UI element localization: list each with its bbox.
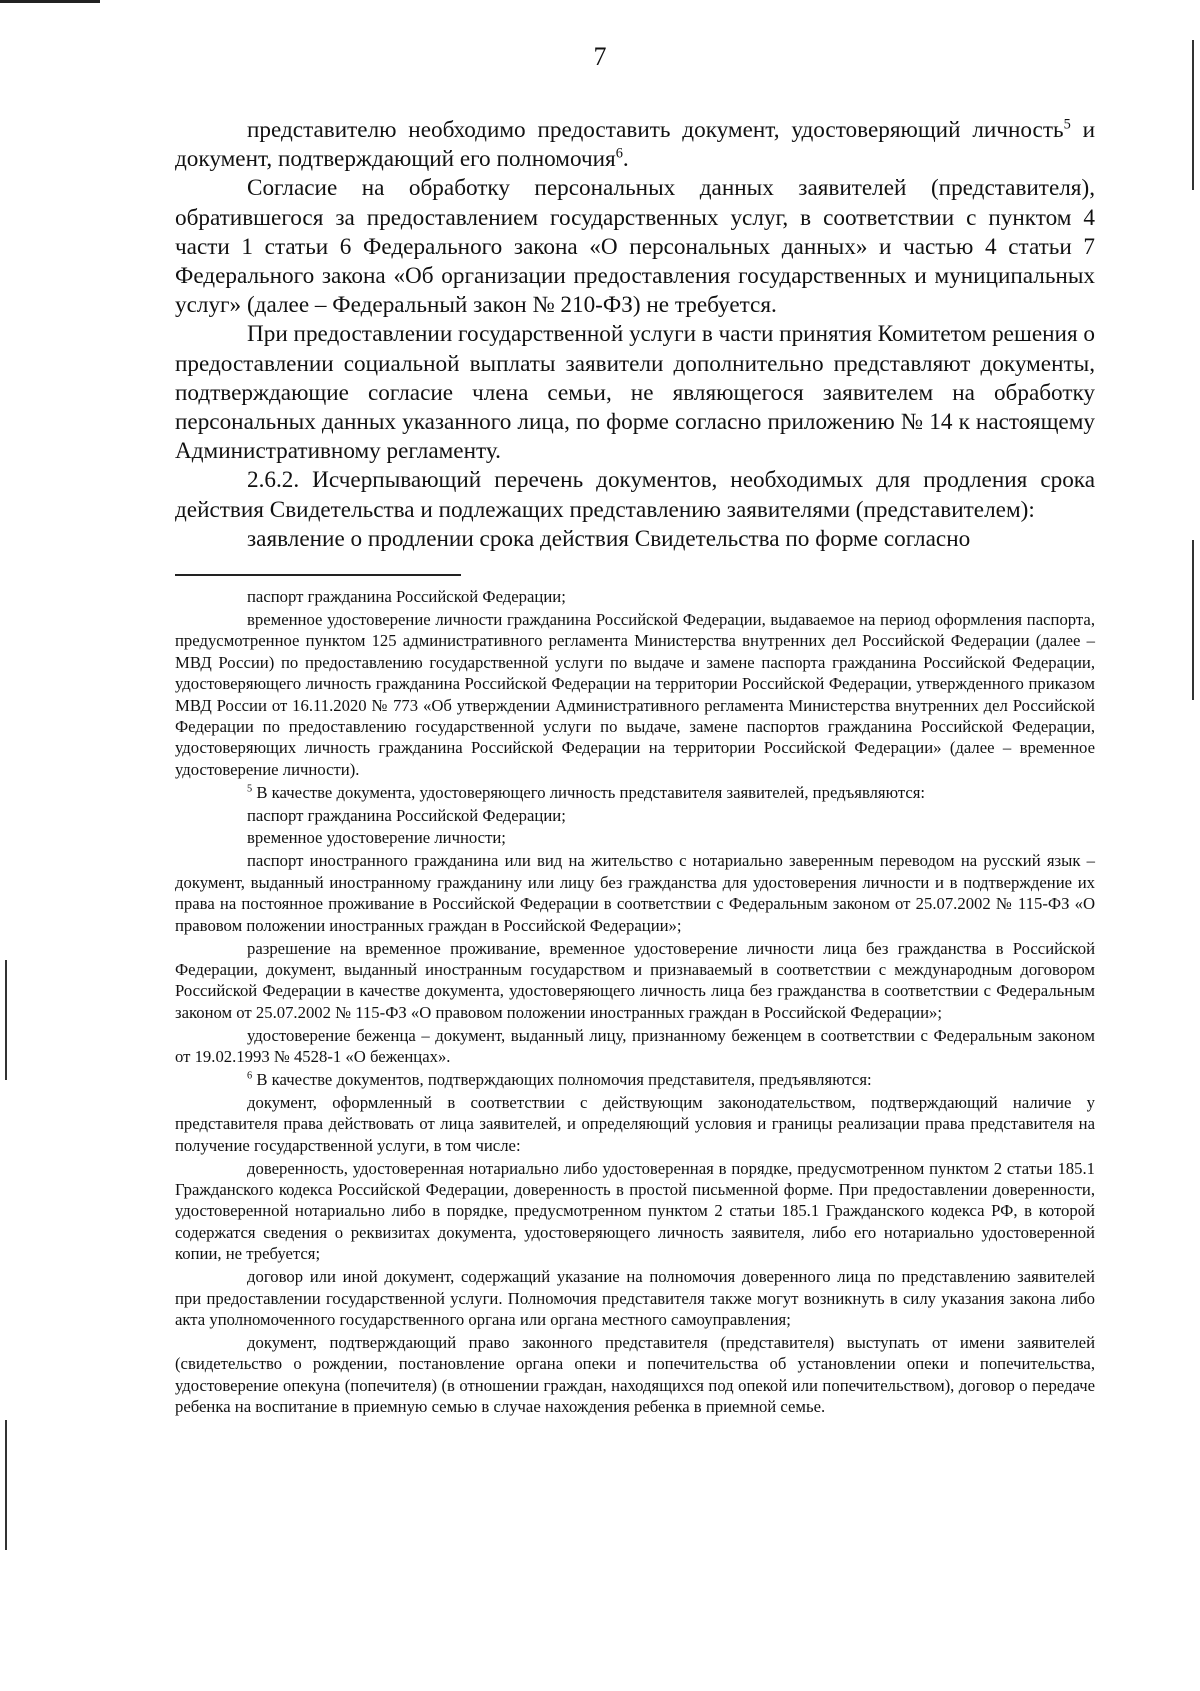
footnote-paragraph: документ, оформленный в соответствии с действующим законодательством, подтверждающий наличие у представителя права действовать от лица заявителей, и определяющий условия и границы реализации права представителя на получение государственной услуги, в том числе: [175, 1092, 1095, 1155]
paragraph: При предоставлении государственной услуги в части принятия Комитетом решения о предоставлении социальной выплаты заявители дополнительно представляют документы, подтверждающие согласие члена семьи, не являющегося заявителем на обработку персональных данных указанного лица, по форме согласно приложению № 14 к настоящему Административному регламенту. [175, 321, 1095, 465]
scan-edge-mark [1192, 540, 1194, 700]
scan-top-rule [0, 0, 100, 3]
footnote-ref: 5 [1063, 116, 1071, 133]
footnote-marker: 5 [247, 783, 253, 795]
paragraph: представителю необходимо предоставить документ, удостоверяющий личность$^5$ и документ, подтверждающий его полномочия$^6$. [175, 116, 1095, 173]
page-number: 7 [593, 42, 607, 71]
footnote-paragraph: доверенность, удостоверенная нотариально либо удостоверенная в порядке, предусмотренном пунктом 2 статьи 185.1 Гражданского кодекса Российской Федерации, доверенность в простой письменной форме. При предоставлении доверенности, удостоверенной нотариально либо в порядке, предусмотренном пунктом 2 статьи 185.1 Гражданского кодекса РФ, в которой содержатся сведения о реквизитах документа, удостоверяющего личность заявителя, либо его нотариально удостоверенной копии, не требуется; [175, 1158, 1095, 1264]
footnote-paragraph: временное удостоверение личности гражданина Российской Федерации, выдаваемое на период оформления паспорта, предусмотренное пунктом 125 административного регламента Министерства внутренних дел Российской Федерации (далее – МВД России) по предоставлению государственной услуги по выдаче и замене паспорта гражданина Российской Федерации, удостоверяющего личность гражданина Российской Федерации на территории Российской Федерации, утвержденного приказом МВД России от 16.11.2020 № 773 «Об утверждении Административного регламента Министерства внутренних дел Российской Федерации по предоставлению государственной услуги по выдаче, замене паспортов гражданина Российской Федерации, удостоверяющих личность гражданина Российской Федерации на территории Российской Федерации» (далее – временное удостоверение личности). [175, 609, 1095, 779]
scan-edge-mark [5, 960, 7, 1080]
paragraph: заявление о продлении срока действия Свидетельства по форме согласно [247, 525, 971, 552]
paragraph: 2.6.2. Исчерпывающий перечень документов, необходимых для продления срока действия Свидетельства и подлежащих представлению заявителями (представителем): [175, 467, 1095, 523]
footnote-paragraph: $^6$ В качестве документов, подтверждающих полномочия представителя, предъявляются: [247, 1069, 872, 1089]
footnote-paragraph: $^5$ В качестве документа, удостоверяющего личность представителя заявителей, предъявляются: [247, 782, 926, 802]
footnote-paragraph: временное удостоверение личности; [247, 828, 506, 848]
footnote-paragraph: документ, подтверждающий право законного представителя (представителя) выступать от имени заявителей (свидетельство о рождении, постановление органа опеки и попечительства об установлении опеки и попечительства, удостоверение опекуна (попечителя) (в отношении граждан, находящихся под опекой или попечительством), договор о передаче ребенка на воспитание в приемную семью в случае нахождения ребенка в приемной семье. [175, 1332, 1095, 1417]
footnote-separator [175, 574, 461, 576]
footnote-paragraph: паспорт гражданина Российской Федерации; [247, 805, 566, 825]
footnotes [175, 586, 1095, 1419]
main-text [175, 116, 1095, 554]
scan-edge-mark [5, 1420, 7, 1550]
footnote-paragraph: разрешение на временное проживание, временное удостоверение личности лица без гражданства в Российской Федерации, документ, выданный иностранным государством и признаваемый в соответствии с международным договором Российской Федерации в качестве документа, удостоверяющего личность лица без гражданства в соответствии с Федеральным законом от 25.07.2002 № 115-ФЗ «О правовом положении иностранных граждан в Российской Федерации»; [175, 938, 1095, 1022]
footnote-ref: 6 [615, 145, 623, 162]
footnote-paragraph: договор или иной документ, содержащий указание на полномочия доверенного лица по представлению заявителей при предоставлении государственной услуги. Полномочия представителя также могут возникнуть в силу указания закона либо акта уполномоченного государственного органа или органа местного самоуправления; [175, 1267, 1095, 1329]
footnote-paragraph: удостоверение беженца – документ, выданный лицу, признанному беженцем в соответствии с Федеральным законом от 19.02.1993 № 4528-1 «О беженцах». [175, 1025, 1095, 1067]
paragraph: Согласие на обработку персональных данных заявителей (представителя), обратившегося за предоставлением государственных услуг, в соответствии с пунктом 4 части 1 статьи 6 Федерального закона «О персональных данных» и частью 4 статьи 7 Федерального закона «Об организации предоставления государственных и муниципальных услуг» (далее – Федеральный закон № 210-ФЗ) не требуется. [175, 175, 1095, 319]
footnote-paragraph: паспорт гражданина Российской Федерации; [247, 587, 566, 606]
footnote-paragraph: паспорт иностранного гражданина или вид на жительство с нотариально заверенным переводом на русский язык – документ, выданный иностранному гражданину или лицу без гражданства для удостоверения личности и в подтверждение их права на постоянное проживание в Российской Федерации в соответствии с Федеральным законом от 25.07.2002 № 115-ФЗ «О правовом положении иностранных граждан в Российской Федерации»; [175, 851, 1095, 935]
footnote-marker: 6 [247, 1070, 253, 1082]
